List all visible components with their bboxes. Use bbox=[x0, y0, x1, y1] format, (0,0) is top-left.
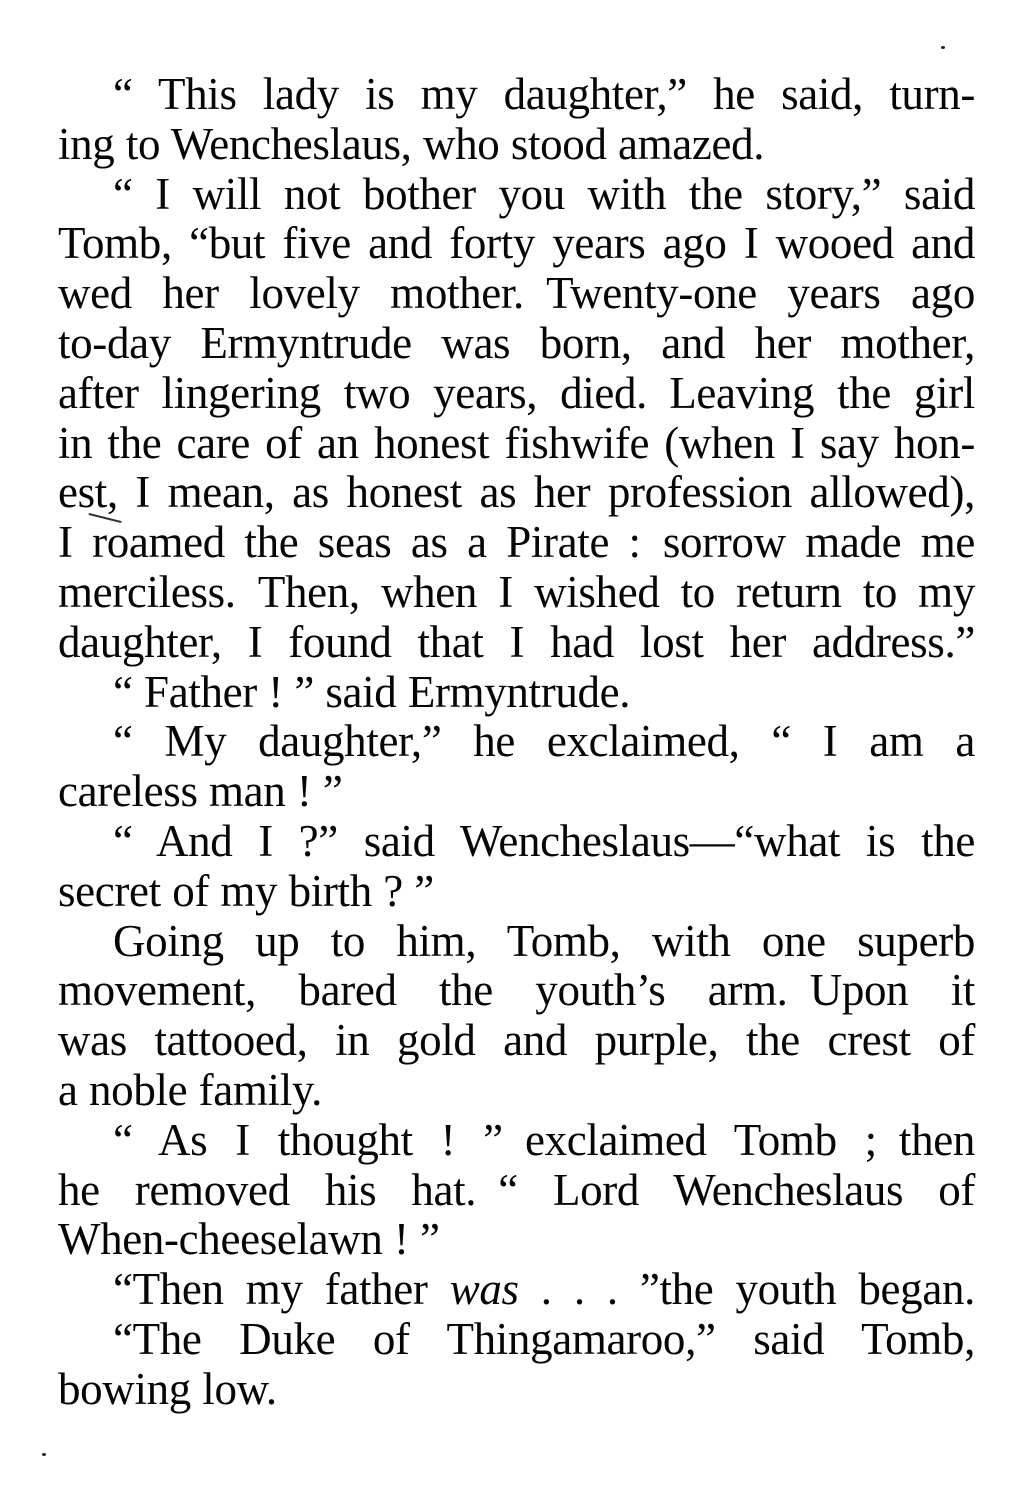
paragraph-7 bbox=[58, 1116, 975, 1265]
paragraph-1 bbox=[58, 70, 975, 170]
text-line: “ I will not bother you with the story,” said bbox=[113, 168, 975, 219]
text-line: When-cheeselawn ! ” bbox=[58, 1214, 440, 1265]
paragraph-5 bbox=[58, 817, 975, 917]
text-line: “ As I thought ! ” exclaimed Tomb ; then bbox=[113, 1114, 975, 1165]
paragraph-3 bbox=[58, 668, 975, 718]
text-line: to-day Ermyntrude was born, and her mother, bbox=[58, 317, 975, 368]
text-line: movement, bared the youth’s arm. Upon it bbox=[58, 965, 975, 1016]
text-line: in the care of an honest fishwife (when I say hon- bbox=[58, 417, 975, 468]
text-line: daughter, I found that I had lost her address.” bbox=[58, 616, 975, 667]
text-line: I roamed the seas as a Pirate : sorrow made me bbox=[58, 517, 975, 568]
text-line: bowing low. bbox=[58, 1363, 277, 1414]
text-segment: . . . ”the youth began. bbox=[518, 1264, 976, 1315]
text-line bbox=[58, 1265, 975, 1315]
text-segment: “Then my father bbox=[113, 1264, 450, 1315]
scan-speck-bottom-left bbox=[42, 1453, 46, 1456]
text-line: “ My daughter,” he exclaimed, “ I am a bbox=[113, 716, 975, 767]
text-line: “ Father ! ” said Ermyntrude. bbox=[113, 666, 631, 717]
text-line: after lingering two years, died. Leaving the girl bbox=[58, 367, 975, 418]
text-line: “The Duke of Thingamaroo,” said Tomb, bbox=[113, 1313, 975, 1364]
text-line: a noble family. bbox=[58, 1064, 322, 1115]
text-line: “ And I ?” said Wencheslaus—“what is the bbox=[113, 815, 975, 866]
page-text-block bbox=[58, 70, 975, 1415]
paragraph-8 bbox=[58, 1265, 975, 1315]
paragraph-9 bbox=[58, 1315, 975, 1415]
paragraph-2 bbox=[58, 170, 975, 668]
paragraph-6 bbox=[58, 917, 975, 1116]
italic-word: was bbox=[449, 1264, 519, 1315]
text-line: ing to Wencheslaus, who stood amazed. bbox=[58, 118, 765, 169]
text-line: “ This lady is my daughter,” he said, turn- bbox=[113, 69, 975, 119]
text-line: wed her lovely mother. Twenty-one years ago bbox=[58, 268, 975, 319]
text-line: Going up to him, Tomb, with one superb bbox=[113, 915, 975, 966]
text-line: secret of my birth ? ” bbox=[58, 865, 434, 916]
text-line: he removed his hat. “ Lord Wencheslaus of bbox=[58, 1164, 975, 1215]
text-line: Tomb, “but five and forty years ago I wooed and bbox=[58, 218, 975, 269]
paragraph-4 bbox=[58, 717, 975, 817]
text-line: careless man ! ” bbox=[58, 766, 343, 817]
text-line: merciless. Then, when I wished to return to my bbox=[58, 566, 975, 617]
text-line: est, I mean, as honest as her profession allowed), bbox=[58, 467, 975, 518]
text-line: was tattooed, in gold and purple, the crest of bbox=[58, 1015, 975, 1066]
scan-speck-top-right bbox=[941, 46, 945, 49]
